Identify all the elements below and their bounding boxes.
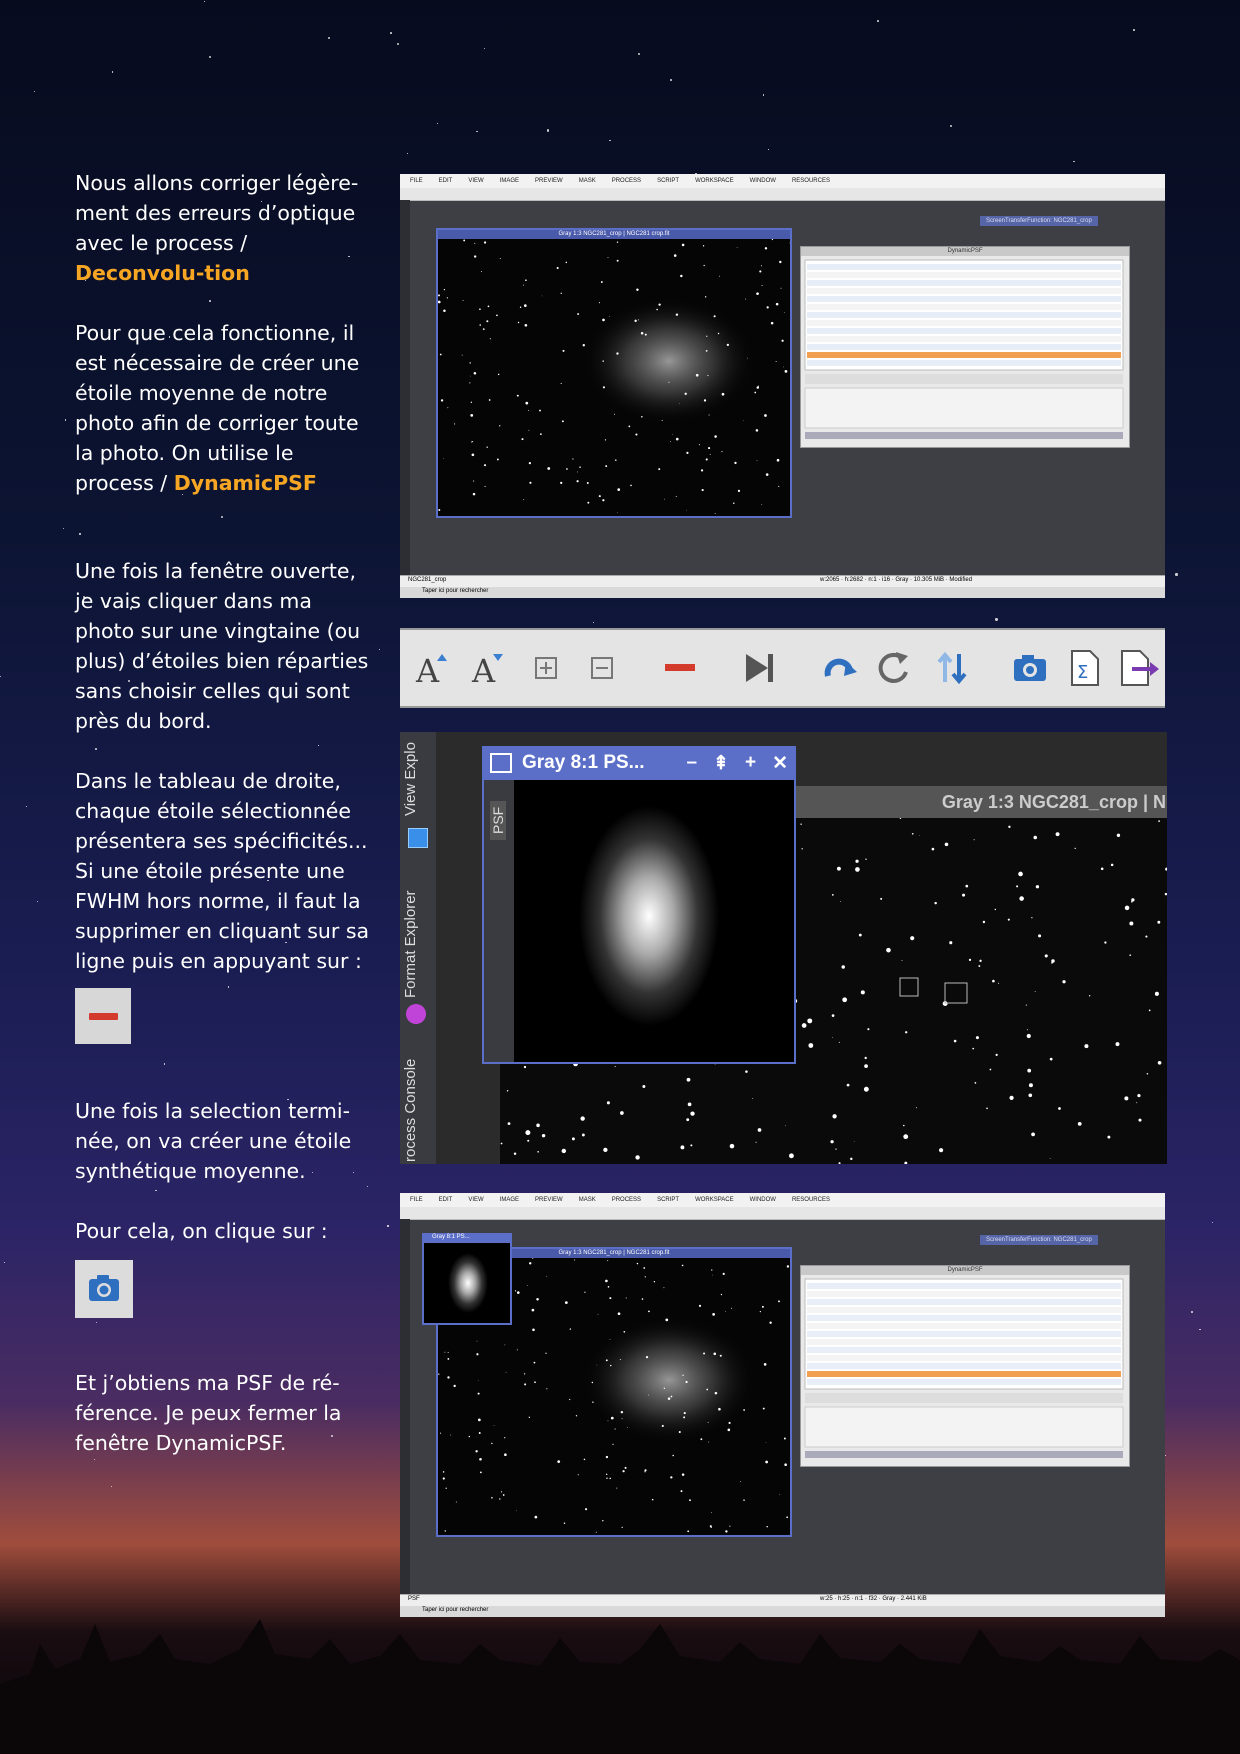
delete-icon <box>75 988 131 1044</box>
windows-taskbar <box>400 1606 1165 1617</box>
pixinsight-screenshot-1 <box>400 174 1165 598</box>
status-bar <box>400 575 1165 598</box>
menu-item[interactable]: WORKSPACE <box>695 1197 734 1203</box>
menu-item[interactable]: SCRIPT <box>657 178 680 184</box>
menu-item[interactable]: MASK <box>578 178 596 184</box>
menu-item[interactable]: WINDOW <box>749 178 776 184</box>
deconvolution-link: Deconvolu-tion <box>75 261 250 285</box>
windows-taskbar <box>400 587 1165 598</box>
tab-process-console[interactable]: rocess Console <box>402 1058 419 1162</box>
menu-item[interactable]: PROCESS <box>611 1197 642 1203</box>
redo-icon[interactable] <box>818 646 862 690</box>
dynamicpsf-title: DynamicPSF <box>801 1266 1129 1275</box>
font-decrease-icon[interactable] <box>468 646 512 690</box>
dynamicpsf-link: DynamicPSF <box>173 471 317 495</box>
svg-text:Σ: Σ <box>1077 662 1089 683</box>
tab-format-explorer[interactable]: Format Explorer <box>402 890 419 998</box>
toolbar <box>400 188 1165 201</box>
image-window-title: Gray 1:3 NGC281_crop | NGC281 crop.fit <box>438 230 790 239</box>
menu-item[interactable]: PREVIEW <box>535 1197 563 1203</box>
paragraph-click <box>75 1216 375 1246</box>
psf-star-image <box>514 780 794 1062</box>
menu-item[interactable]: VIEW <box>468 178 484 184</box>
psf-toolbar-zoom <box>400 628 1165 708</box>
menu-bar <box>400 1193 1165 1207</box>
psf-window <box>482 746 796 1064</box>
intro-text: Nous allons corriger légère-ment des erreurs d’optique avec le process / <box>75 171 359 255</box>
select-stars-text: Une fois la fenêtre ouverte, je vais cliquer dans ma photo sur une vingtaine (ou plus) d’étoiles bien réparties sans choisir celles qui sont près du bord. <box>75 559 369 733</box>
image-window-title: Gray 1:3 NGC281_crop | N <box>760 786 1167 818</box>
menu-item[interactable]: IMAGE <box>499 178 520 184</box>
menu-item[interactable]: RESOURCES <box>791 178 830 184</box>
nebula-image <box>438 239 790 516</box>
psf-window-zoom <box>400 732 1167 1164</box>
menu-item[interactable]: RESOURCES <box>791 1197 830 1203</box>
synthetic-text: Une fois la selection termi-née, on va créer une étoile synthétique moyenne. <box>75 1099 352 1183</box>
menu-bar <box>400 174 1165 188</box>
image-window-title: Gray 1:3 NGC281_crop | NGC281 crop.fit <box>438 1249 790 1258</box>
paragraph-synthetic <box>75 1096 375 1186</box>
dynamicpsf-title: DynamicPSF <box>801 247 1129 256</box>
export-icon[interactable] <box>1116 646 1160 690</box>
reset-icon[interactable] <box>872 646 916 690</box>
dynamicpsf-panel <box>800 246 1130 448</box>
skip-end-icon[interactable] <box>738 646 782 690</box>
search-box[interactable]: Taper ici pour rechercher <box>422 588 489 594</box>
toolbar <box>400 1207 1165 1220</box>
window-icon <box>490 753 512 773</box>
collapse-icon[interactable] <box>580 646 624 690</box>
sum-icon[interactable] <box>1062 646 1106 690</box>
click-text: Pour cela, on clique sur : <box>75 1219 328 1243</box>
paragraph-select-stars <box>75 556 375 736</box>
search-box[interactable]: Taper ici pour rechercher <box>422 1607 489 1613</box>
camera-icon <box>75 1260 133 1318</box>
pixinsight-screenshot-2 <box>400 1193 1165 1617</box>
menu-item[interactable]: EDIT <box>438 1197 453 1203</box>
dynamicpsf-text: Pour que cela fonctionne, il est nécessaire de créer une étoile moyenne de notre photo afin de corriger toute la photo. On utilise le process / <box>75 321 360 495</box>
minimize-icon[interactable]: – <box>686 752 698 773</box>
delete-icon[interactable] <box>658 646 702 690</box>
shade-icon[interactable]: ⇞ <box>713 752 729 774</box>
menu-item[interactable]: PREVIEW <box>535 178 563 184</box>
psf-window-title: Gray 8:1 PS... <box>522 752 645 773</box>
status-bar <box>400 1594 1165 1617</box>
menu-item[interactable]: MASK <box>578 1197 596 1203</box>
menu-item[interactable]: PROCESS <box>611 178 642 184</box>
psf-table <box>801 256 1129 446</box>
format-explorer-icon <box>406 1004 426 1024</box>
camera-icon[interactable] <box>1008 646 1052 690</box>
view-explorer-icon <box>408 828 428 848</box>
tab-view-explorer[interactable]: View Explo <box>402 742 419 816</box>
paragraph-result <box>75 1368 375 1458</box>
result-text: Et j’obtiens ma PSF de ré-férence. Je peux fermer la fenêtre DynamicPSF. <box>75 1371 342 1455</box>
paragraph-intro <box>75 168 375 288</box>
psf-table <box>801 1275 1129 1465</box>
status-text: w:25 · h:25 · n:1 · f32 · Gray · 2.441 KiB <box>820 1596 927 1602</box>
table-text: Dans le tableau de droite, chaque étoile sélectionnée présentera ses spécificités... Si une étoile présente une FWHM hors norme, il faut la supprimer en cliquant sur sa ligne puis en appuyant sur : <box>75 769 370 973</box>
paragraph-dynamicpsf <box>75 318 375 498</box>
menu-item[interactable]: WINDOW <box>749 1197 776 1203</box>
psf-window-titlebar <box>482 746 796 780</box>
stf-title: ScreenTransferFunction: NGC281_crop <box>980 1235 1098 1245</box>
menu-item[interactable]: FILE <box>410 1197 423 1203</box>
menu-item[interactable]: IMAGE <box>499 1197 520 1203</box>
dynamicpsf-panel <box>800 1265 1130 1467</box>
stf-title: ScreenTransferFunction: NGC281_crop <box>980 216 1098 226</box>
psf-thumbnail-image <box>424 1243 510 1323</box>
psf-window-sidebar <box>484 780 514 1062</box>
menu-item[interactable]: EDIT <box>438 178 453 184</box>
psf-thumbnail-title: Gray 8:1 PS... <box>432 1234 470 1240</box>
menu-item[interactable]: WORKSPACE <box>695 178 734 184</box>
close-icon[interactable]: ✕ <box>772 752 788 774</box>
svg-text:A: A <box>472 652 496 688</box>
maximize-icon[interactable]: + <box>744 752 757 773</box>
side-tabs <box>400 732 436 1164</box>
menu-item[interactable]: FILE <box>410 178 423 184</box>
menu-item[interactable]: SCRIPT <box>657 1197 680 1203</box>
menu-item[interactable]: VIEW <box>468 1197 484 1203</box>
psf-thumbnail-window <box>422 1233 512 1325</box>
image-window <box>436 228 792 518</box>
expand-icon[interactable] <box>524 646 568 690</box>
tab-psf[interactable]: PSF <box>490 801 506 840</box>
view-selector[interactable]: NGC281_crop <box>408 577 447 583</box>
paragraph-table <box>75 766 375 976</box>
svg-text:A: A <box>416 652 440 688</box>
side-panel <box>400 1219 410 1595</box>
status-text: w:2065 · h:2682 · n:1 · i16 · Gray · 10.305 MiB · Modified <box>820 577 973 583</box>
side-panel <box>400 200 410 576</box>
view-selector[interactable]: PSF <box>408 1596 420 1602</box>
font-increase-icon[interactable] <box>412 646 456 690</box>
sort-icon[interactable] <box>930 646 974 690</box>
